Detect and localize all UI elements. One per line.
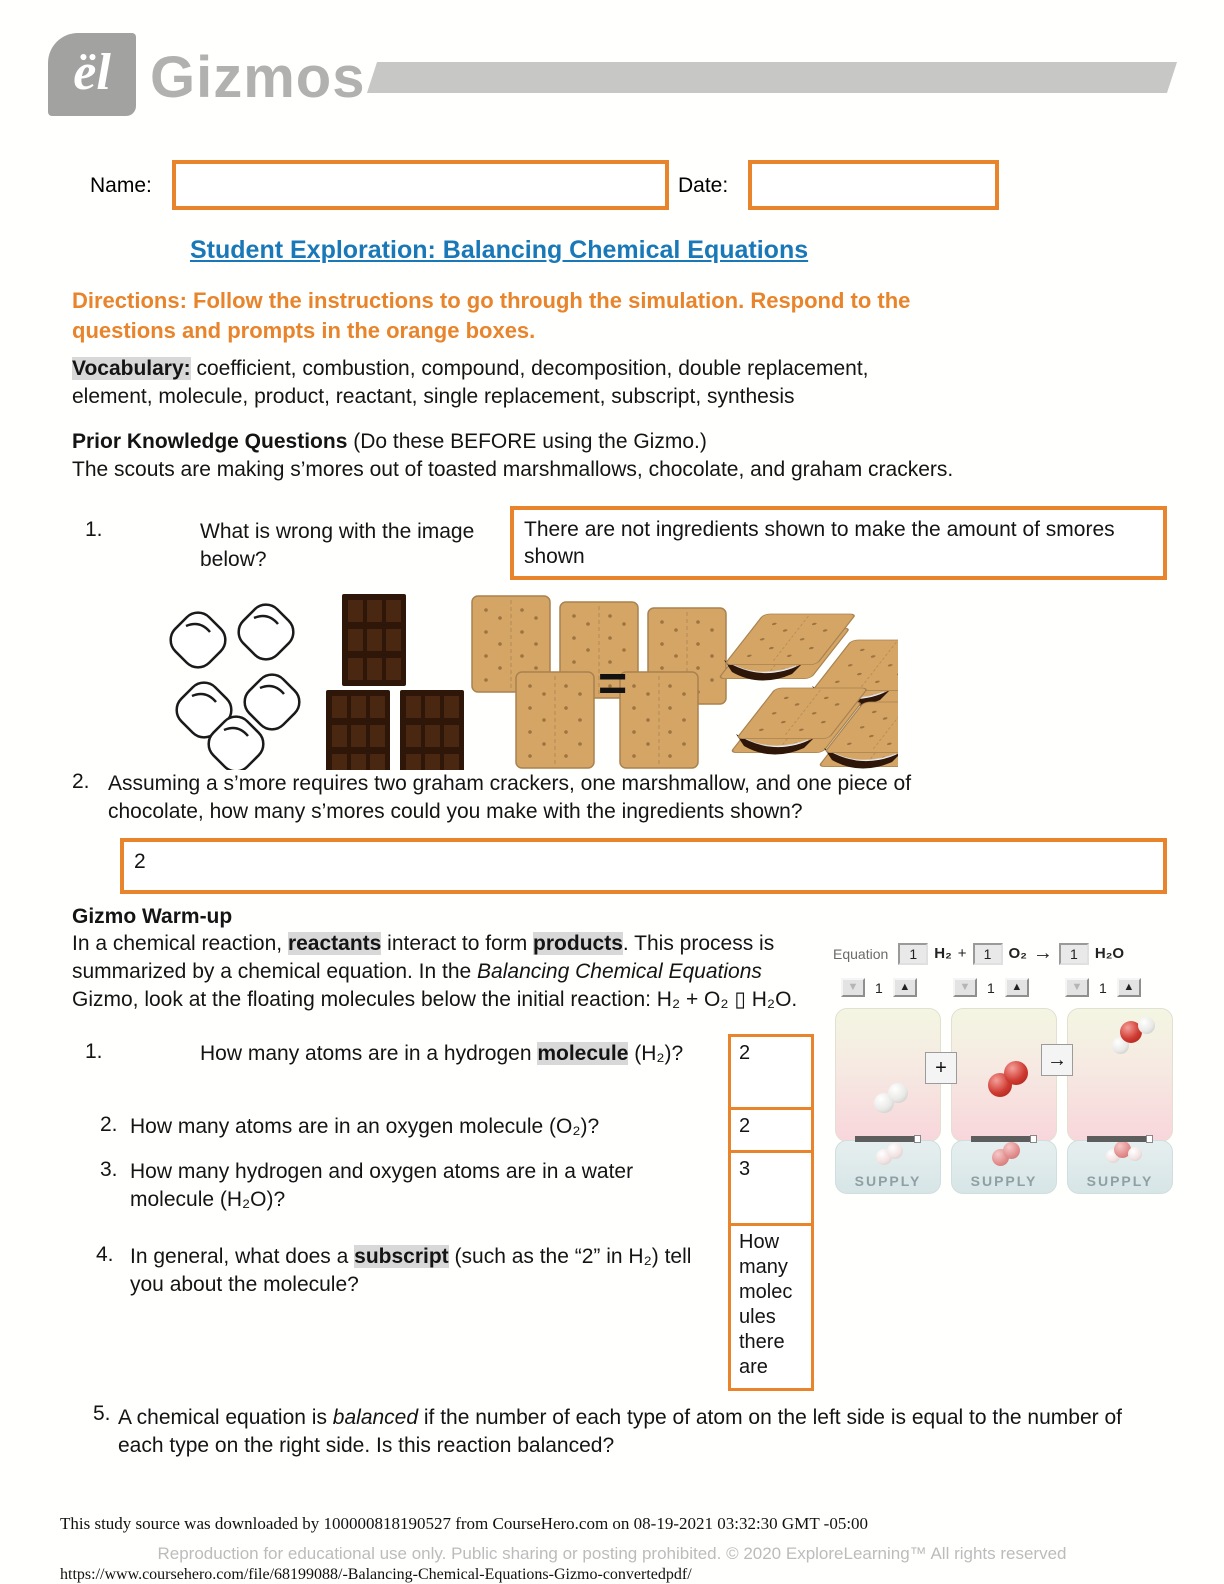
gizmo-equation-row bbox=[833, 942, 1183, 965]
equation-label: Equation bbox=[833, 945, 889, 962]
formula-o2: O₂ bbox=[1008, 945, 1027, 962]
smores-figure-image bbox=[158, 592, 898, 770]
footer-copyright-line: Reproduction for educational use only. Public sharing or posting prohibited. © 2020 ExploreLearning™ All rights reserved bbox=[157, 1544, 1067, 1563]
wu-q2-number: 2. bbox=[100, 1113, 118, 1136]
logo-monogram: ël bbox=[73, 44, 111, 101]
directions-text: Directions: Follow the instructions to go through the simulation. Respond to the questions and prompts in the orange boxes. bbox=[72, 288, 911, 343]
hydrogen-atom bbox=[887, 1143, 903, 1159]
name-input[interactable] bbox=[172, 160, 669, 210]
panel-arrow-box: → bbox=[1041, 1044, 1073, 1076]
prior-knowledge-heading: Prior Knowledge Questions (Do these BEFORE using the Gizmo.) bbox=[72, 430, 707, 453]
prior-knowledge-intro: The scouts are making s’mores out of toasted marshmallows, chocolate, and graham crackers. bbox=[72, 458, 954, 481]
vocabulary-paragraph bbox=[72, 355, 952, 411]
formula-h2o: H₂O bbox=[1094, 945, 1125, 962]
spinner-h2: ▼ 1 ▲ bbox=[833, 978, 945, 997]
spinner-down-button: ▼ bbox=[953, 978, 977, 997]
spinner-down-button: ▼ bbox=[841, 978, 865, 997]
pk-q2-number: 2. bbox=[72, 770, 90, 793]
date-label: Date: bbox=[678, 174, 729, 197]
page-title: Student Exploration: Balancing Chemical Equations bbox=[190, 236, 809, 264]
reaction-arrow: → bbox=[1032, 942, 1053, 964]
products-term: products bbox=[533, 932, 623, 955]
wu-q3-text: How many hydrogen and oxygen atoms are in a water molecule (H₂O)? bbox=[130, 1160, 634, 1211]
pk-q1-answer-box[interactable]: There are not ingredients shown to make the amount of smores shown bbox=[510, 506, 1167, 580]
supply-slider-h2 bbox=[855, 1136, 921, 1142]
coefficient-box-h2o: 1 bbox=[1059, 943, 1089, 965]
wu-q2-text: How many atoms are in an oxygen molecule (O₂)? bbox=[130, 1115, 600, 1138]
coefficient-box-h2: 1 bbox=[898, 943, 928, 965]
wu-q5-text: A chemical equation is balanced if the number of each type of atom on the left side is equal to the number of each type on the right side. Is this reaction balanced? bbox=[118, 1406, 1122, 1457]
pk-q2-answer-box[interactable]: 2 bbox=[120, 838, 1167, 894]
coefficient-box-o2: 1 bbox=[973, 943, 1003, 965]
wu-q1-number: 1. bbox=[85, 1040, 103, 1063]
subscript-term: subscript bbox=[354, 1245, 449, 1268]
balanced-term-italic: balanced bbox=[332, 1406, 419, 1429]
panel-plus-box: + bbox=[925, 1052, 957, 1084]
hydrogen-atom bbox=[1128, 1147, 1142, 1161]
formula-h2: H₂ bbox=[934, 945, 952, 962]
vocabulary-label: Vocabulary: bbox=[72, 357, 191, 380]
name-label: Name: bbox=[90, 174, 152, 197]
supply-bin-h2o: SUPPLY bbox=[1067, 1140, 1173, 1194]
plus-sign: + bbox=[957, 945, 967, 962]
wu-q5-number: 5. bbox=[93, 1402, 111, 1425]
gizmo-simulation-image bbox=[833, 932, 1183, 1194]
molecule-term: molecule bbox=[537, 1042, 629, 1065]
spinner-up-button: ▲ bbox=[1117, 978, 1141, 997]
vocabulary-terms: coefficient, combustion, compound, decomposition, double replacement, element, molecule, product, reactant, single replacement, subscript, synthesis bbox=[72, 357, 869, 408]
spinner-h2o: ▼ 1 ▲ bbox=[1057, 978, 1169, 997]
warmup-intro: In a chemical reaction, reactants interact to form products. This process is summarized by a chemical equation. In the Balancing Chemical Equations Gizmo, look at the floating molecules below the initial reaction: H₂ + O₂ ▯ H₂O. bbox=[72, 932, 798, 1011]
footer-download-line: This study source was downloaded by 100000818190527 from CourseHero.com on 08-19-2021 03:32:30 GMT -05:00 bbox=[60, 1514, 869, 1533]
oxygen-atom bbox=[1004, 1061, 1028, 1085]
spinner-down-button: ▼ bbox=[1065, 978, 1089, 997]
wu-q1-text: How many atoms are in a hydrogen molecule (H₂)? bbox=[200, 1042, 684, 1065]
pk-q2-text: Assuming a s’more requires two graham crackers, one marshmallow, and one piece of chocolate, how many s’mores could you make with the ingredients shown? bbox=[108, 772, 912, 823]
explorelearning-logo-icon bbox=[48, 33, 136, 116]
wu-q3-answer-box[interactable]: 3 bbox=[728, 1150, 814, 1226]
product-panel-h2o bbox=[1067, 1008, 1173, 1142]
footer-source-url[interactable]: https://www.coursehero.com/file/68199088/-Balancing-Chemical-Equations-Gizmo-convertedpdf/ bbox=[60, 1566, 692, 1583]
hydrogen-atom bbox=[1138, 1017, 1155, 1034]
spinner-up-button: ▲ bbox=[893, 978, 917, 997]
spinner-up-button: ▲ bbox=[1005, 978, 1029, 997]
gizmo-spinner-row bbox=[833, 978, 1183, 997]
oxygen-atom bbox=[1003, 1142, 1020, 1159]
hydrogen-atom bbox=[888, 1083, 908, 1103]
figure-equals-sign: = bbox=[598, 655, 628, 711]
spinner-o2: ▼ 1 ▲ bbox=[945, 978, 1057, 997]
wu-q4-answer-box[interactable]: How many molecules there are bbox=[728, 1223, 814, 1391]
pk-q1-text: What is wrong with the image below? bbox=[200, 520, 475, 571]
warmup-heading: Gizmo Warm-up bbox=[72, 905, 233, 928]
wu-q4-text: In general, what does a subscript (such as the “2” in H₂) tell you about the molecule? bbox=[130, 1245, 692, 1296]
gizmo-name-italic: Balancing Chemical Equations bbox=[477, 959, 762, 983]
supply-bin-h2: SUPPLY bbox=[835, 1140, 941, 1194]
gizmos-logo-text: Gizmos bbox=[150, 45, 366, 110]
header-banner-stripe bbox=[367, 62, 1177, 93]
wu-q4-number: 4. bbox=[96, 1243, 114, 1266]
wu-q1-answer-box[interactable]: 2 bbox=[728, 1034, 814, 1110]
wu-q3-number: 3. bbox=[100, 1158, 118, 1181]
supply-bin-o2: SUPPLY bbox=[951, 1140, 1057, 1194]
reactants-term: reactants bbox=[287, 932, 382, 955]
warmup-answer-column bbox=[728, 1034, 814, 1391]
smores-figure-svg bbox=[158, 592, 898, 770]
date-input[interactable] bbox=[748, 160, 999, 210]
pk-q1-number: 1. bbox=[85, 518, 103, 541]
supply-slider-o2 bbox=[971, 1136, 1037, 1142]
supply-slider-h2o bbox=[1087, 1136, 1153, 1142]
wu-q2-answer-box[interactable]: 2 bbox=[728, 1107, 814, 1153]
